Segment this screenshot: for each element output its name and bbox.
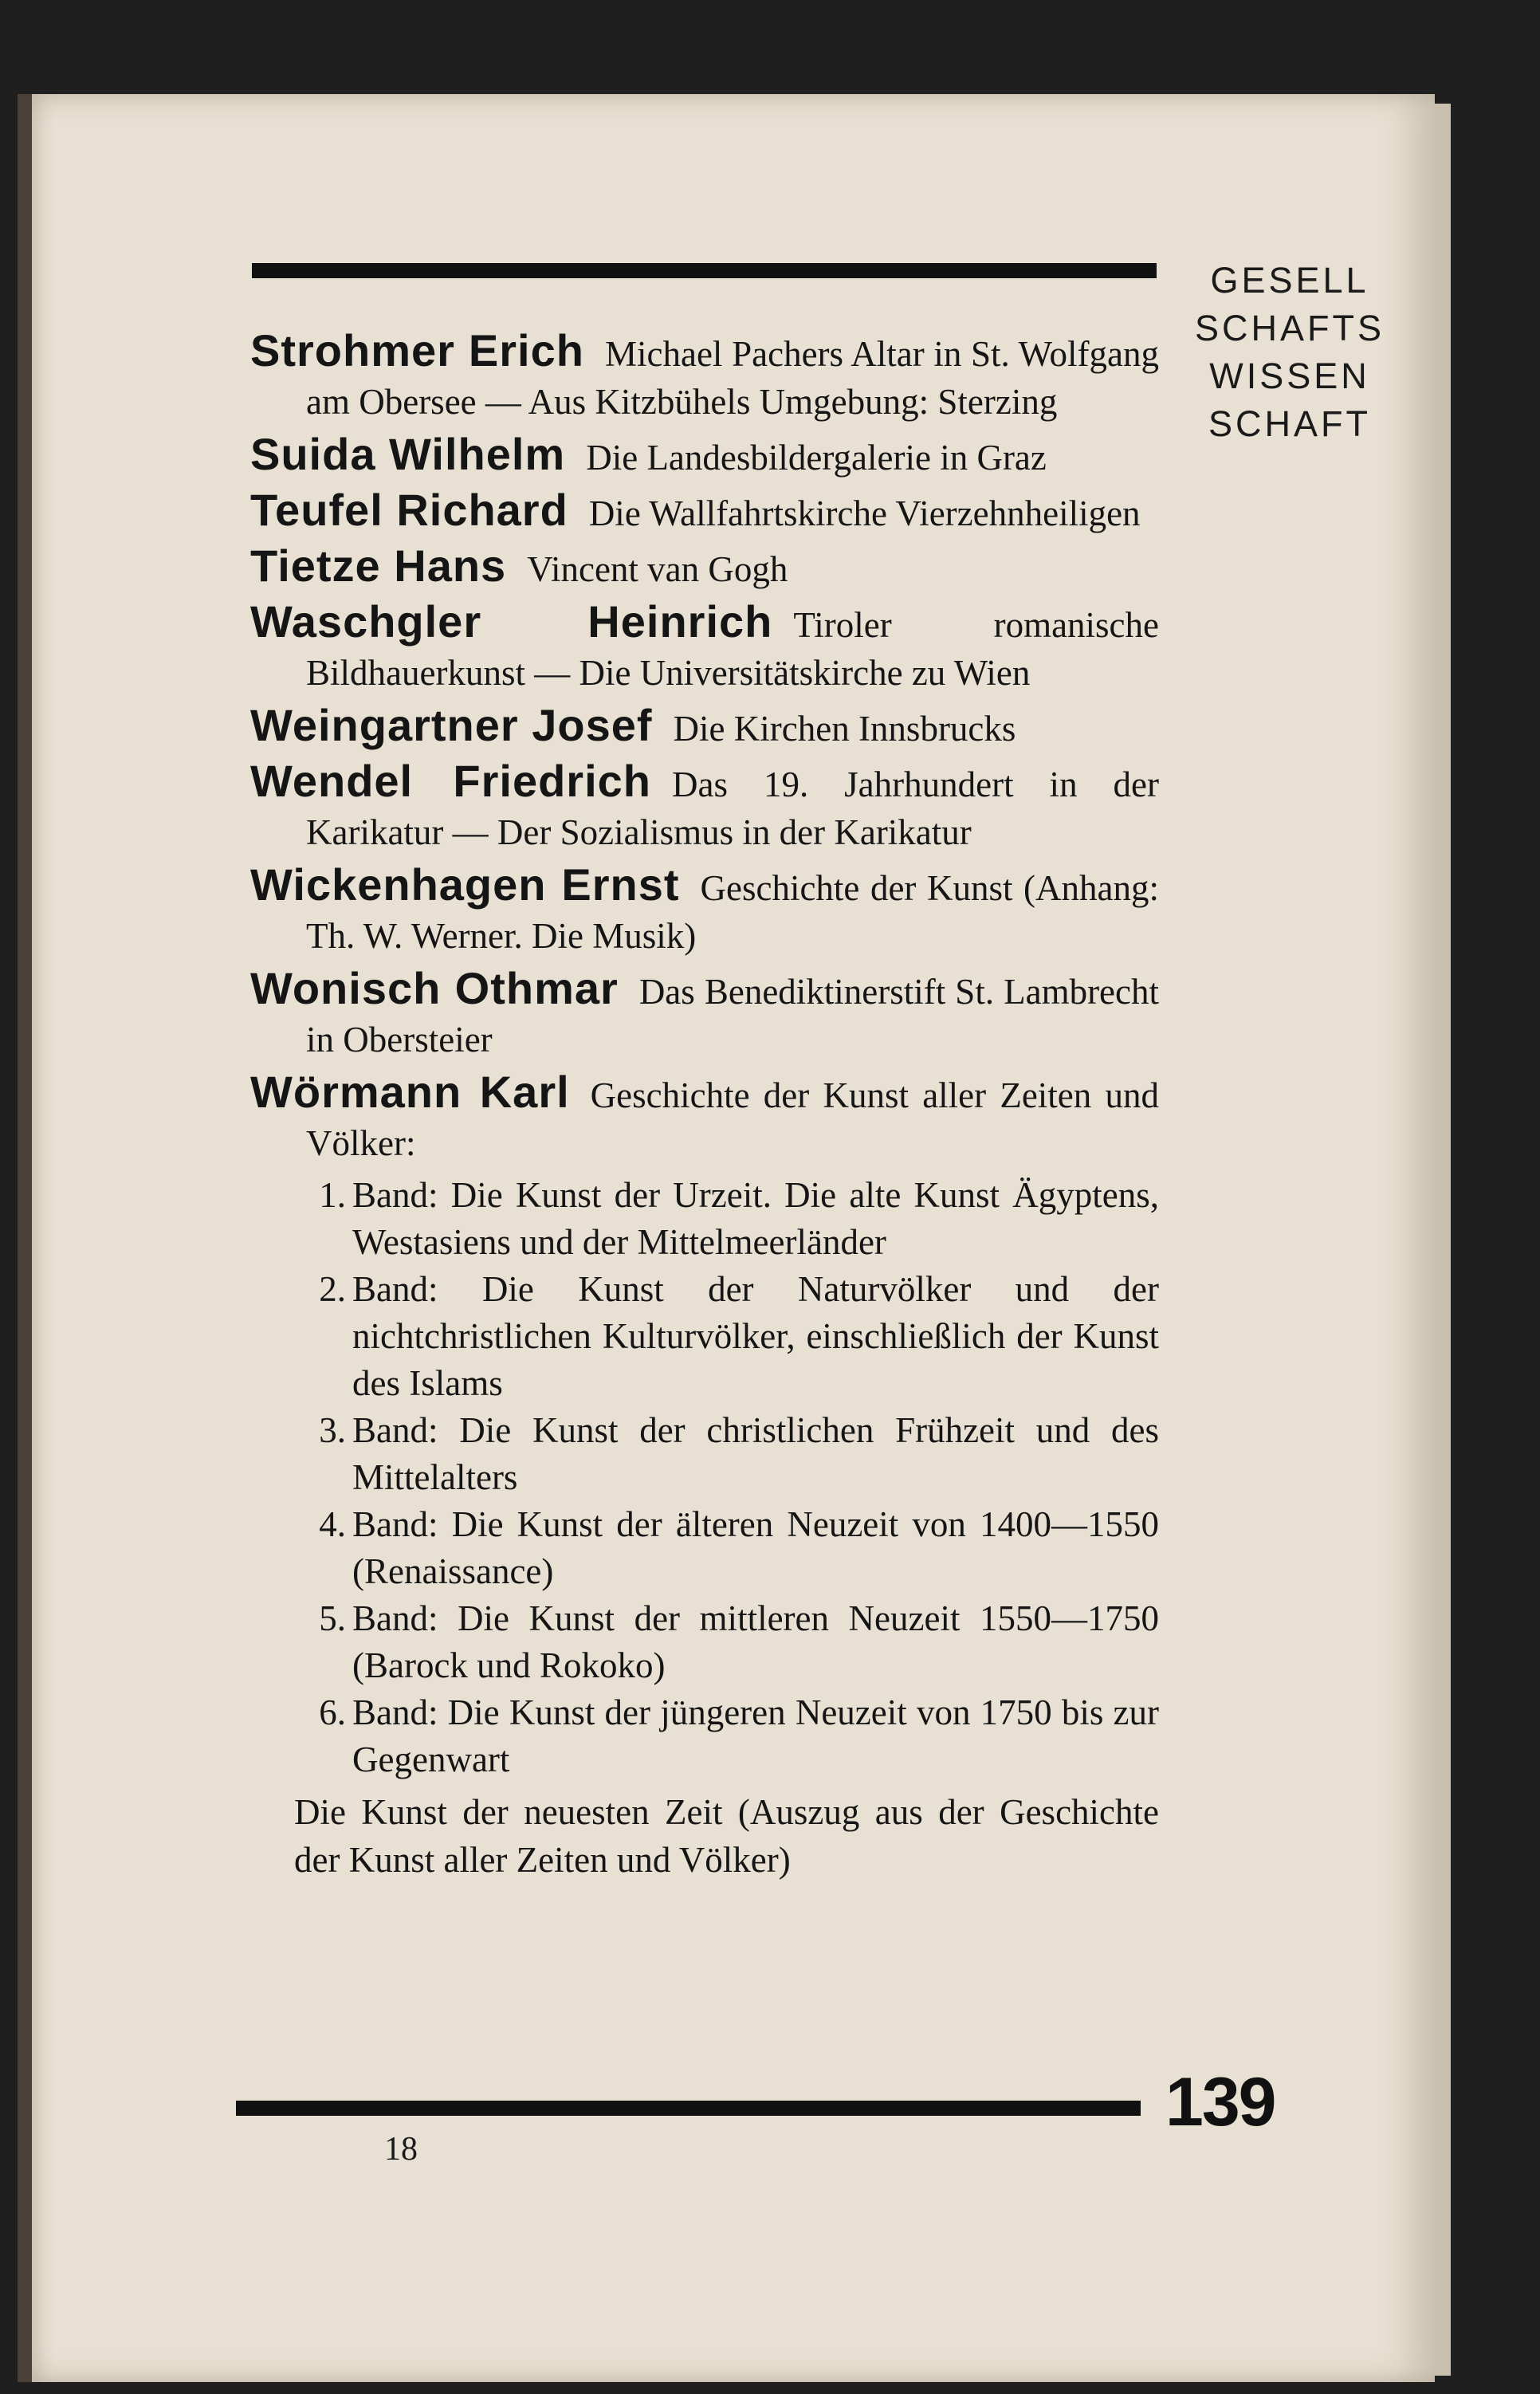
catalog-entry (250, 486, 1159, 537)
volume-item (306, 1407, 1159, 1501)
catalog-entry (250, 1068, 1159, 1167)
author-name: Strohmer Erich (250, 325, 584, 375)
volume-number: 2. (319, 1269, 346, 1309)
work-title: Geschichte der Kunst aller Zeiten und Völker: (306, 1075, 1159, 1163)
author-name: Suida Wilhelm (250, 429, 566, 479)
author-name: Waschgler Heinrich (250, 596, 773, 647)
volume-text: Band: Die Kunst der christlichen Frühzeit und des Mittelalters (352, 1410, 1159, 1497)
author-name: Wickenhagen Ernst (250, 859, 680, 910)
page-fore-edge (1435, 104, 1451, 2376)
catalog-entry (250, 965, 1159, 1063)
author-name: Wörmann Karl (250, 1067, 570, 1117)
work-title: Die Landesbildergalerie in Graz (586, 438, 1047, 478)
catalog-entry (250, 327, 1159, 426)
book-spine-edge (18, 94, 32, 2382)
section-label-line: SCHAFT (1208, 403, 1371, 444)
volume-number: 6. (319, 1692, 346, 1732)
volume-number: 1. (319, 1175, 346, 1215)
catalog-entry (250, 430, 1159, 482)
volume-item (306, 1266, 1159, 1407)
author-name: Teufel Richard (250, 485, 568, 535)
volume-text: Band: Die Kunst der mittleren Neuzeit 1550—1750 (Barock und Rokoko) (352, 1598, 1159, 1685)
volume-number: 4. (319, 1504, 346, 1544)
volume-list (250, 1172, 1159, 1783)
work-title: Das 19. Jahrhundert in der Karikatur — Der Sozialismus in der Karikatur (306, 765, 1159, 852)
catalog-entry (250, 702, 1159, 753)
volume-item (306, 1689, 1159, 1783)
work-title: Tiroler romanische Bildhauerkunst — Die Universitätskirche zu Wien (306, 605, 1160, 693)
volume-text: Band: Die Kunst der Naturvölker und der nichtchristlichen Kulturvölker, einschließlich der Kunst des Islams (352, 1269, 1159, 1403)
volume-item (306, 1595, 1159, 1689)
bottom-rule (236, 2101, 1141, 2116)
work-title: Vincent van Gogh (527, 549, 788, 589)
top-rule (252, 263, 1157, 278)
author-name: Wendel Friedrich (250, 756, 651, 806)
catalog-entries (250, 327, 1159, 1884)
work-title: Geschichte der Kunst (Anhang: Th. W. Werner. Die Musik) (306, 868, 1159, 956)
author-name: Wonisch Othmar (250, 963, 619, 1013)
author-name: Tietze Hans (250, 541, 507, 591)
volume-number: 3. (319, 1410, 346, 1450)
supplement-entry: Die Kunst der neuesten Zeit (Auszug aus der Geschichte der Kunst aller Zeiten und Völker) (294, 1792, 1159, 1880)
work-title: Das Benediktinerstift St. Lambrecht in Obersteier (306, 972, 1160, 1059)
volume-item (306, 1172, 1159, 1266)
work-title: Die Kirchen Innsbrucks (673, 709, 1016, 749)
volume-number: 5. (319, 1598, 346, 1638)
signature-mark: 18 (384, 2131, 418, 2168)
section-label (1186, 257, 1393, 448)
section-label-line: SCHAFTS (1194, 308, 1385, 348)
catalog-entry (250, 757, 1159, 856)
section-label-line: GESELL (1210, 260, 1369, 301)
volume-text: Band: Die Kunst der Urzeit. Die alte Kunst Ägyptens, Westasiens und der Mittelmeerländer (352, 1175, 1159, 1262)
author-name: Weingartner Josef (250, 700, 653, 750)
catalog-entry (250, 598, 1159, 697)
page-number: 139 (1165, 2064, 1275, 2140)
catalog-entry (250, 542, 1159, 593)
volume-text: Band: Die Kunst der jüngeren Neuzeit von 1750 bis zur Gegenwart (352, 1692, 1159, 1779)
volume-text: Band: Die Kunst der älteren Neuzeit von 1400—1550 (Renaissance) (352, 1504, 1159, 1591)
section-label-line: WISSEN (1209, 356, 1370, 396)
work-title: Die Wallfahrtskirche Vierzehnheiligen (588, 493, 1141, 533)
volume-item (306, 1501, 1159, 1595)
catalog-entry (250, 861, 1159, 960)
work-title: Michael Pachers Altar in St. Wolfgang am Obersee — Aus Kitzbühels Umgebung: Sterzing (306, 334, 1159, 422)
